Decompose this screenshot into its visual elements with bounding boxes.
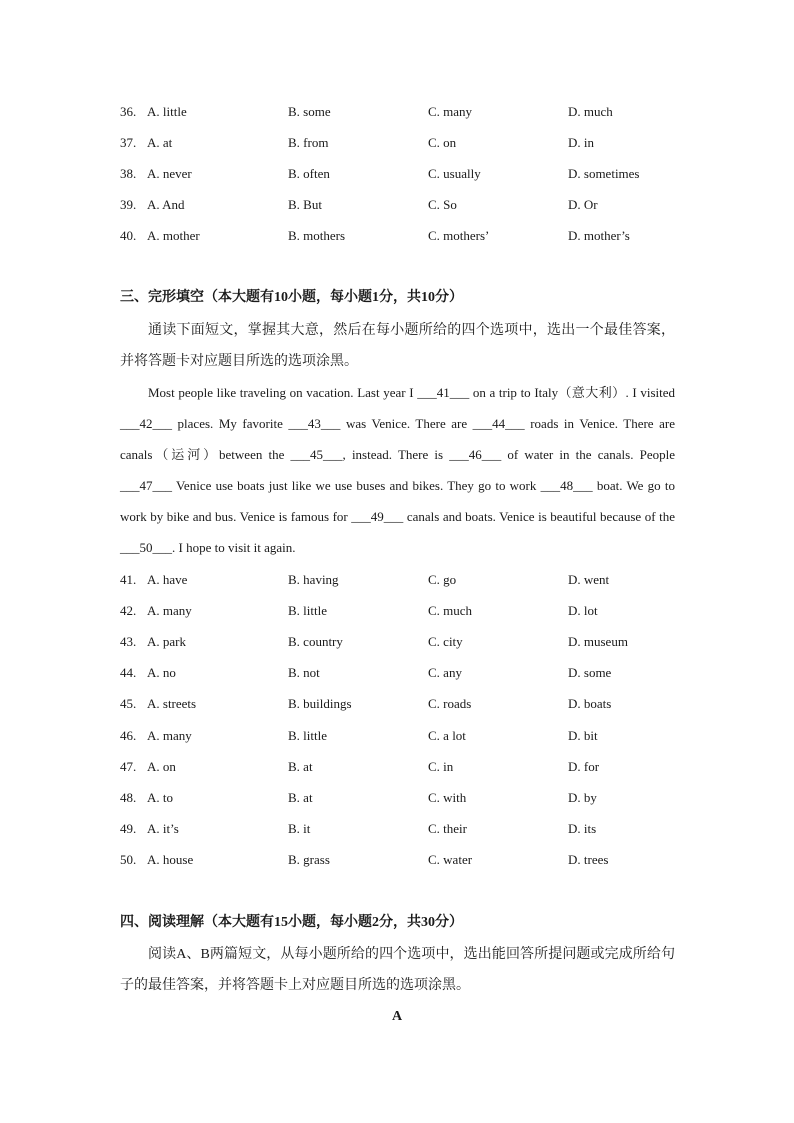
question-row [120,102,680,122]
option-b: B. it [288,821,311,836]
option-b: B. from [288,135,329,150]
question-row [120,726,680,746]
question-number: 44. [120,665,137,680]
option-d: D. for [568,759,600,774]
option-a: A. little [147,104,187,119]
question-number: 50. [120,852,137,867]
question-number: 42. [120,603,137,618]
option-a: A. park [147,634,186,649]
option-c: C. city [428,634,463,649]
option-d: D. sometimes [568,166,640,181]
option-a: A. at [147,135,173,150]
option-c: C. in [428,759,454,774]
option-d: D. in [568,135,594,150]
option-c: C. water [428,852,473,867]
question-number: 37. [120,135,137,150]
option-d: D. trees [568,852,609,867]
option-d: D. boats [568,696,612,711]
option-b: B. at [288,790,313,805]
question-row [120,601,680,621]
passage-label: A [391,1009,403,1024]
option-c: C. many [428,104,473,119]
option-c: C. much [428,603,473,618]
option-b: B. not [288,665,320,680]
option-d: D. its [568,821,597,836]
option-b: B. little [288,603,327,618]
option-d: D. lot [568,603,598,618]
question-number: 46. [120,728,137,743]
option-c: C. on [428,135,457,150]
question-row [120,133,680,153]
section-instruction: 通读下面短文，掌握其大意，然后在每小题所给的四个选项中，选出一个最佳答案，并将答题卡对应题目所选的选项涂黑。 [120,323,675,369]
option-c: C. any [428,665,462,680]
option-c: C. roads [428,696,472,711]
option-d: D. much [568,104,613,119]
cloze-passage: Most people like traveling on vacation. Last year I ___41___ on a trip to Italy（意大利）. I visited ___42___ places. My favorite ___43___ was Venice. There are ___44___ roads in Venice. There are canals（运河）between the ___45___, instead. There is ___46___ of water in the canals. People ___47___ Venice use boats just like we use buses and bikes. They go to work ___48___ boat. We go to work by bike and bus. Venice is famous for ___49___ canals and boats. Venice is beautiful because of the ___50___. I hope to visit it again. [120,385,675,555]
option-d: D. went [568,572,610,587]
option-b: B. often [288,166,330,181]
option-b: B. mothers [288,228,346,243]
option-b: B. some [288,104,331,119]
option-a: A. house [147,852,194,867]
option-d: D. some [568,665,612,680]
question-row [120,850,680,870]
question-row [120,757,680,777]
question-row [120,195,680,215]
option-a: A. many [147,603,192,618]
option-c: C. go [428,572,457,587]
option-a: A. mother [147,228,200,243]
question-row [120,570,680,590]
option-b: B. little [288,728,327,743]
question-row [120,819,680,839]
option-b: B. But [288,197,322,212]
option-a: A. on [147,759,176,774]
option-a: A. And [147,197,185,212]
option-a: A. many [147,728,192,743]
question-number: 40. [120,228,137,243]
option-d: D. mother’s [568,228,630,243]
question-number: 43. [120,634,137,649]
option-a: A. to [147,790,173,805]
option-a: A. have [147,572,188,587]
question-row [120,663,680,683]
option-c: C. their [428,821,467,836]
question-row [120,164,680,184]
option-c: C. a lot [428,728,466,743]
option-b: B. country [288,634,343,649]
question-number: 49. [120,821,137,836]
option-b: B. having [288,572,339,587]
question-number: 41. [120,572,137,587]
option-d: D. by [568,790,597,805]
option-b: B. grass [288,852,330,867]
option-a: A. it’s [147,821,179,836]
question-number: 45. [120,696,137,711]
question-number: 39. [120,197,137,212]
question-number: 36. [120,104,137,119]
option-d: D. Or [568,197,598,212]
option-d: D. bit [568,728,598,743]
option-d: D. museum [568,634,628,649]
option-c: C. So [428,197,457,212]
section-heading: 四、阅读理解（本大题有15小题，每小题2分，共30分） [120,915,463,930]
option-b: B. buildings [288,696,352,711]
question-row [120,694,680,714]
option-a: A. no [147,665,176,680]
section-instruction: 阅读A、B两篇短文，从每小题所给的四个选项中，选出能回答所提问题或完成所给句子的最佳答案，并将答题卡上对应题目所选的选项涂黑。 [120,947,675,993]
question-row [120,226,680,246]
section-heading: 三、完形填空（本大题有10小题，每小题1分，共10分） [120,290,463,305]
question-row [120,788,680,808]
question-number: 38. [120,166,137,181]
option-c: C. usually [428,166,481,181]
option-a: A. never [147,166,192,181]
option-c: C. mothers’ [428,228,490,243]
option-b: B. at [288,759,313,774]
option-c: C. with [428,790,467,805]
option-a: A. streets [147,696,197,711]
question-number: 48. [120,790,137,805]
question-number: 47. [120,759,137,774]
question-row [120,632,680,652]
